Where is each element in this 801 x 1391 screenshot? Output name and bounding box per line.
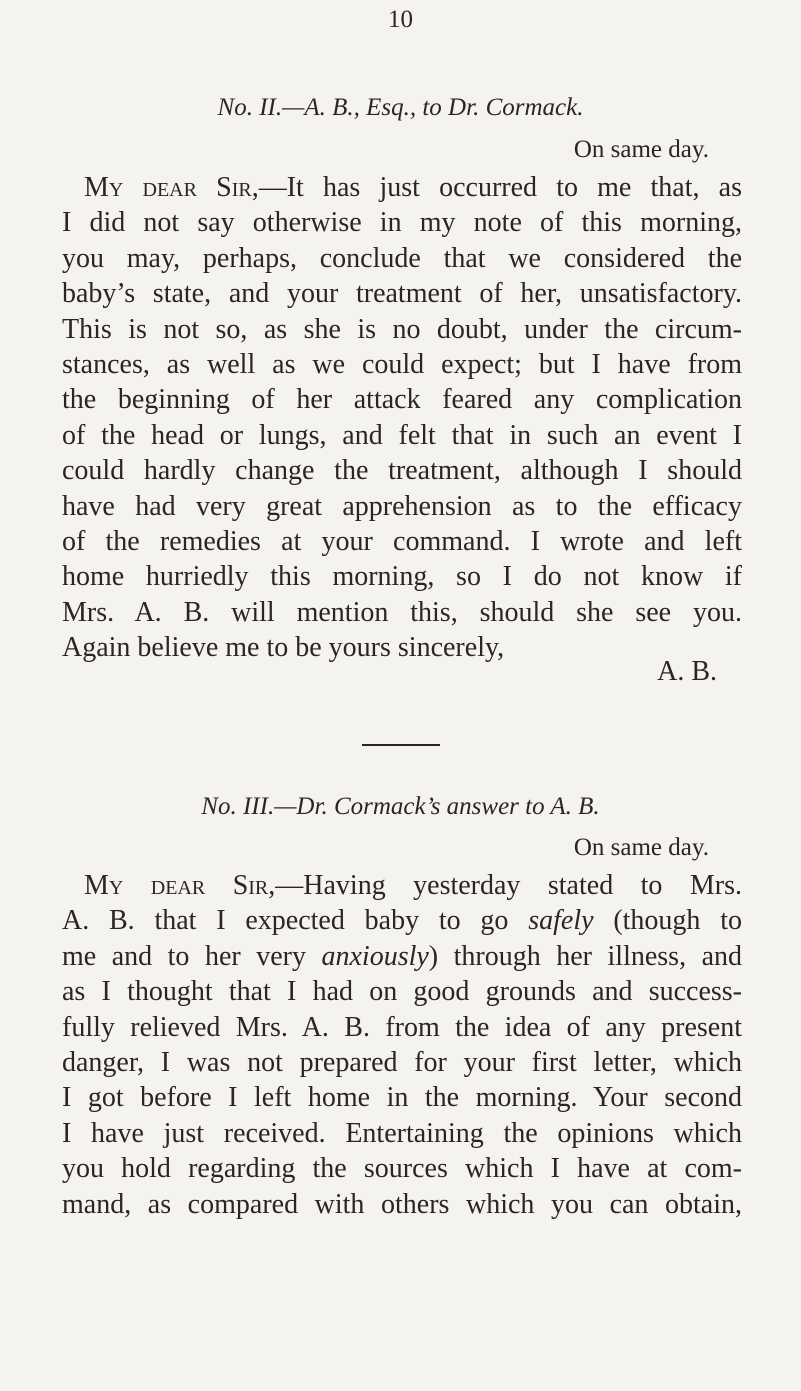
letter-2-line-11: of the remedies at your command. I wrote and left [62, 526, 742, 558]
letter-3-line-1: My dear Sir,—Having yesterday stated to Mrs. [84, 870, 742, 901]
letter-2-line-6: stances, as well as we could expect; but I have from [62, 349, 742, 381]
letter-2-signature: A. B. [657, 656, 717, 687]
letter-3-line-2: A. B. that I expected baby to go safely (though to [62, 905, 742, 937]
letter-3-line-5: fully relieved Mrs. A. B. from the idea of any present [62, 1011, 742, 1043]
letter-2-heading: No. II.—A. B., Esq., to Dr. Cormack. [217, 94, 584, 121]
section-divider [362, 744, 440, 746]
letter-3-line-10: mand, as compared with others which you can obtain, [62, 1188, 742, 1220]
letter-2-line-7: the beginning of her attack feared any complication [62, 384, 742, 416]
letter-3-date: On same day. [573, 834, 709, 861]
letter-3-line-7: I got before I left home in the morning. Your second [62, 1082, 742, 1114]
letter-2-line-14: Again believe me to be yours sincerely, [62, 632, 505, 664]
letter-2-line-12: home hurriedly this morning, so I do not know if [62, 561, 742, 593]
letter-2-line-3: you may, perhaps, conclude that we considered the [62, 242, 742, 274]
letter-2-line-5: This is not so, as she is no doubt, under the circum- [62, 313, 742, 345]
letter-3-line-8: I have just received. Entertaining the opinions which [62, 1117, 742, 1149]
letter-3-heading: No. III.—Dr. Cormack’s answer to A. B. [201, 793, 600, 820]
letter-2-line-1: My dear Sir,—It has just occurred to me that, as [84, 172, 742, 203]
letter-2-line-10: have had very great apprehension as to the efficacy [62, 490, 742, 522]
letter-3-line-4: as I thought that I had on good grounds and success- [62, 976, 742, 1008]
letter-2-line-13: Mrs. A. B. will mention this, should she see you. [62, 596, 742, 628]
letter-2-line-8: of the head or lungs, and felt that in such an event I [62, 419, 742, 451]
letter-3-line-3: me and to her very anxiously) through her illness, and [62, 940, 743, 972]
letter-3-salutation: My dear Sir, [84, 870, 276, 901]
letter-3-line-6: danger, I was not prepared for your first letter, which [62, 1047, 742, 1079]
letter-2-body [62, 170, 742, 666]
letter-3-body [62, 868, 742, 1222]
page-number: 10 [388, 6, 413, 33]
letter-2-line-4: baby’s state, and your treatment of her, unsatisfactory. [62, 278, 742, 310]
letter-2-line-2: I did not say otherwise in my note of this morning, [62, 207, 742, 239]
letter-2-salutation: My dear Sir, [84, 172, 259, 203]
letter-3-line-9: you hold regarding the sources which I have at com- [62, 1153, 742, 1185]
letter-2-date: On same day. [573, 136, 709, 163]
letter-2-line-9: could hardly change the treatment, although I should [62, 455, 742, 487]
